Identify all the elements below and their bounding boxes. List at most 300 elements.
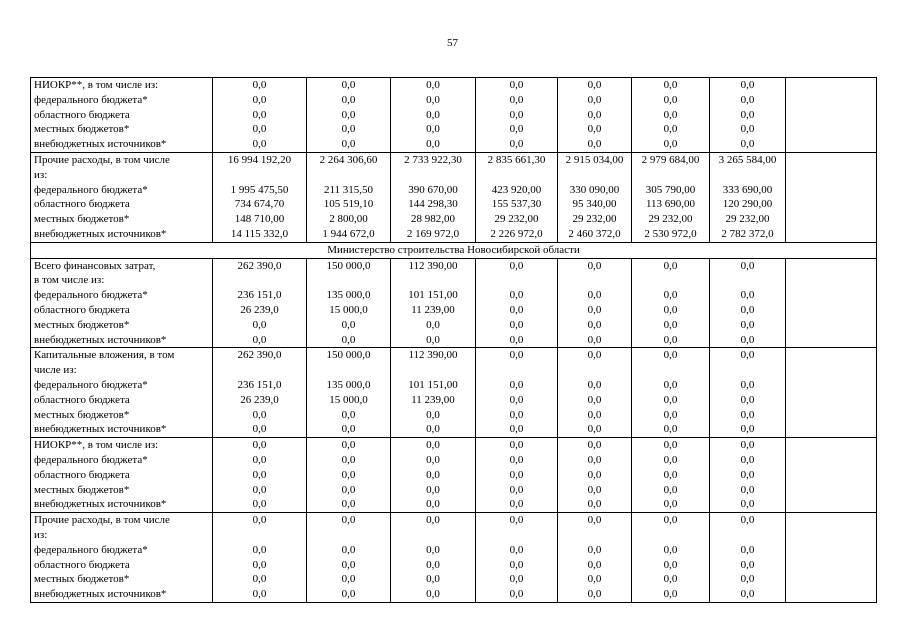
row-label: числе из: [31,363,213,378]
value-cell: 0,0 [307,408,391,423]
value-cell: 0,0 [558,348,632,363]
value-cell: 0,0 [213,122,307,137]
value-cell [213,273,307,288]
table-row [31,108,877,123]
value-cell: 2 264 306,60 [307,152,391,167]
value-cell: 112 390,00 [391,258,476,273]
value-cell: 112 390,00 [391,348,476,363]
value-cell: 0,0 [710,393,786,408]
value-cell: 3 265 584,00 [710,152,786,167]
value-cell: 0,0 [391,78,476,93]
empty-cell [786,497,877,512]
value-cell: 0,0 [710,288,786,303]
value-cell [632,168,710,183]
value-cell: 0,0 [632,408,710,423]
value-cell [391,168,476,183]
empty-cell [786,543,877,558]
empty-cell [786,258,877,273]
table-row [31,468,877,483]
value-cell: 0,0 [476,543,558,558]
value-cell: 0,0 [476,378,558,393]
value-cell: 330 090,00 [558,183,632,198]
value-cell: 236 151,0 [213,378,307,393]
row-label: местных бюджетов* [31,212,213,227]
value-cell: 0,0 [558,258,632,273]
table-row [31,438,877,453]
value-cell: 0,0 [632,558,710,573]
row-label: внебюджетных источников* [31,137,213,152]
table-row [31,258,877,273]
value-cell: 2 169 972,0 [391,227,476,242]
value-cell [391,363,476,378]
value-cell: 0,0 [558,78,632,93]
value-cell: 0,0 [558,558,632,573]
value-cell: 105 519,10 [307,197,391,212]
value-cell: 0,0 [710,587,786,602]
empty-cell [786,227,877,242]
value-cell: 0,0 [558,483,632,498]
value-cell: 0,0 [391,438,476,453]
value-cell: 2 915 034,00 [558,152,632,167]
value-cell: 0,0 [558,572,632,587]
value-cell: 155 537,30 [476,197,558,212]
value-cell: 0,0 [632,78,710,93]
value-cell: 423 920,00 [476,183,558,198]
empty-cell [786,168,877,183]
value-cell: 135 000,0 [307,378,391,393]
value-cell: 0,0 [632,258,710,273]
value-cell: 0,0 [307,587,391,602]
value-cell: 0,0 [558,408,632,423]
table-row [31,408,877,423]
value-cell: 0,0 [213,543,307,558]
table-row [31,273,877,288]
empty-cell [786,483,877,498]
row-label: внебюджетных источников* [31,497,213,512]
value-cell: 0,0 [213,587,307,602]
page-number: 57 [447,37,458,49]
value-cell: 0,0 [307,78,391,93]
value-cell: 0,0 [213,483,307,498]
row-label: федерального бюджета* [31,288,213,303]
empty-cell [786,197,877,212]
value-cell: 0,0 [710,572,786,587]
value-cell: 2 530 972,0 [632,227,710,242]
empty-cell [786,318,877,333]
value-cell: 0,0 [307,438,391,453]
value-cell: 0,0 [710,318,786,333]
value-cell: 0,0 [476,587,558,602]
value-cell [632,528,710,543]
table-row [31,543,877,558]
empty-cell [786,108,877,123]
value-cell [558,168,632,183]
value-cell: 0,0 [558,468,632,483]
section-title: Министерство строительства Новосибирской области [31,242,877,258]
value-cell: 0,0 [476,438,558,453]
table-body [31,78,877,603]
value-cell: 0,0 [632,483,710,498]
value-cell: 0,0 [307,122,391,137]
empty-cell [786,363,877,378]
value-cell: 0,0 [213,558,307,573]
row-label: федерального бюджета* [31,378,213,393]
value-cell: 0,0 [632,108,710,123]
value-cell: 101 151,00 [391,378,476,393]
value-cell: 0,0 [213,572,307,587]
row-label: в том числе из: [31,273,213,288]
empty-cell [786,408,877,423]
value-cell: 0,0 [476,122,558,137]
value-cell: 0,0 [632,303,710,318]
value-cell: 0,0 [476,333,558,348]
value-cell: 0,0 [307,468,391,483]
row-label: федерального бюджета* [31,543,213,558]
value-cell: 0,0 [632,438,710,453]
value-cell: 0,0 [476,108,558,123]
value-cell: 0,0 [558,497,632,512]
value-cell: 0,0 [558,543,632,558]
value-cell: 0,0 [710,78,786,93]
row-label: из: [31,168,213,183]
value-cell: 0,0 [391,137,476,152]
value-cell: 0,0 [710,303,786,318]
value-cell: 0,0 [391,122,476,137]
value-cell [476,168,558,183]
empty-cell [786,288,877,303]
value-cell: 0,0 [391,513,476,528]
value-cell: 0,0 [710,408,786,423]
value-cell: 0,0 [558,587,632,602]
table-row [31,587,877,602]
value-cell: 0,0 [710,108,786,123]
empty-cell [786,587,877,602]
value-cell: 734 674,70 [213,197,307,212]
value-cell: 0,0 [710,378,786,393]
value-cell: 1 995 475,50 [213,183,307,198]
value-cell: 0,0 [710,137,786,152]
row-label: НИОКР**, в том числе из: [31,78,213,93]
empty-cell [786,558,877,573]
value-cell: 0,0 [710,258,786,273]
value-cell: 0,0 [213,408,307,423]
value-cell: 0,0 [391,333,476,348]
table-row [31,93,877,108]
value-cell: 0,0 [391,558,476,573]
value-cell: 0,0 [307,543,391,558]
value-cell: 0,0 [710,333,786,348]
value-cell: 101 151,00 [391,288,476,303]
value-cell: 0,0 [391,93,476,108]
empty-cell [786,183,877,198]
value-cell: 0,0 [391,497,476,512]
value-cell: 0,0 [632,453,710,468]
empty-cell [786,273,877,288]
value-cell: 0,0 [476,303,558,318]
value-cell: 120 290,00 [710,197,786,212]
value-cell: 0,0 [213,93,307,108]
value-cell [710,168,786,183]
value-cell: 0,0 [307,93,391,108]
value-cell: 29 232,00 [632,212,710,227]
value-cell: 144 298,30 [391,197,476,212]
value-cell: 262 390,0 [213,258,307,273]
empty-cell [786,93,877,108]
table-row [31,197,877,212]
table-row [31,318,877,333]
value-cell: 0,0 [307,558,391,573]
value-cell: 0,0 [307,422,391,437]
table-row [31,183,877,198]
value-cell [391,528,476,543]
value-cell: 390 670,00 [391,183,476,198]
value-cell: 2 979 684,00 [632,152,710,167]
empty-cell [786,137,877,152]
table-row [31,528,877,543]
value-cell: 0,0 [632,137,710,152]
value-cell: 29 232,00 [710,212,786,227]
row-label: Всего финансовых затрат, [31,258,213,273]
value-cell: 0,0 [391,543,476,558]
value-cell: 0,0 [558,438,632,453]
table-row [31,333,877,348]
value-cell: 0,0 [391,572,476,587]
value-cell: 11 239,00 [391,303,476,318]
value-cell: 0,0 [632,422,710,437]
value-cell: 0,0 [391,108,476,123]
table-row [31,78,877,93]
value-cell: 0,0 [213,497,307,512]
value-cell: 150 000,0 [307,348,391,363]
table-row [31,137,877,152]
row-label: федерального бюджета* [31,453,213,468]
value-cell: 15 000,0 [307,303,391,318]
value-cell: 0,0 [632,318,710,333]
value-cell: 0,0 [632,333,710,348]
table-row [31,168,877,183]
value-cell: 0,0 [710,483,786,498]
value-cell: 2 835 661,30 [476,152,558,167]
value-cell: 2 226 972,0 [476,227,558,242]
value-cell: 0,0 [558,422,632,437]
value-cell: 0,0 [710,513,786,528]
value-cell: 0,0 [558,378,632,393]
row-label: внебюджетных источников* [31,587,213,602]
value-cell: 0,0 [558,513,632,528]
value-cell: 2 782 372,0 [710,227,786,242]
value-cell: 0,0 [632,122,710,137]
value-cell: 0,0 [391,453,476,468]
table-row [31,453,877,468]
value-cell: 26 239,0 [213,303,307,318]
value-cell: 0,0 [558,137,632,152]
empty-cell [786,468,877,483]
empty-cell [786,303,877,318]
value-cell: 0,0 [476,93,558,108]
value-cell: 28 982,00 [391,212,476,227]
value-cell: 0,0 [710,348,786,363]
value-cell [213,363,307,378]
value-cell: 0,0 [476,78,558,93]
value-cell: 0,0 [307,137,391,152]
value-cell: 0,0 [307,453,391,468]
value-cell: 29 232,00 [476,212,558,227]
value-cell: 0,0 [476,513,558,528]
value-cell [307,528,391,543]
value-cell: 0,0 [307,513,391,528]
table-row [31,513,877,528]
row-label: местных бюджетов* [31,122,213,137]
value-cell: 0,0 [213,78,307,93]
table-row [31,497,877,512]
value-cell [558,273,632,288]
row-label: внебюджетных источников* [31,422,213,437]
value-cell: 0,0 [710,93,786,108]
value-cell: 1 944 672,0 [307,227,391,242]
value-cell: 148 710,00 [213,212,307,227]
value-cell: 0,0 [476,318,558,333]
value-cell: 14 115 332,0 [213,227,307,242]
value-cell [632,273,710,288]
value-cell: 0,0 [632,378,710,393]
row-label: местных бюджетов* [31,318,213,333]
table-row [31,348,877,363]
empty-cell [786,378,877,393]
value-cell: 0,0 [476,258,558,273]
value-cell: 0,0 [632,587,710,602]
value-cell: 0,0 [558,288,632,303]
value-cell: 0,0 [476,288,558,303]
value-cell: 0,0 [476,468,558,483]
value-cell [307,363,391,378]
row-label: областного бюджета [31,468,213,483]
value-cell: 0,0 [213,318,307,333]
value-cell: 0,0 [476,572,558,587]
value-cell [213,168,307,183]
value-cell [307,168,391,183]
value-cell: 0,0 [307,483,391,498]
value-cell: 0,0 [213,333,307,348]
value-cell: 211 315,50 [307,183,391,198]
value-cell: 0,0 [558,93,632,108]
value-cell: 0,0 [476,497,558,512]
value-cell: 2 800,00 [307,212,391,227]
row-label: местных бюджетов* [31,483,213,498]
table-row [31,422,877,437]
row-label: Прочие расходы, в том числе [31,152,213,167]
row-label: федерального бюджета* [31,93,213,108]
value-cell: 0,0 [476,393,558,408]
value-cell [476,273,558,288]
table-row [31,558,877,573]
value-cell: 16 994 192,20 [213,152,307,167]
value-cell: 0,0 [632,348,710,363]
row-label: областного бюджета [31,558,213,573]
value-cell [213,528,307,543]
value-cell [558,363,632,378]
table-row [31,378,877,393]
value-cell [632,363,710,378]
value-cell [476,363,558,378]
value-cell: 11 239,00 [391,393,476,408]
value-cell: 0,0 [632,497,710,512]
value-cell: 0,0 [476,422,558,437]
value-cell: 0,0 [710,468,786,483]
value-cell: 0,0 [632,543,710,558]
row-label: Капитальные вложения, в том [31,348,213,363]
value-cell: 150 000,0 [307,258,391,273]
row-label: федерального бюджета* [31,183,213,198]
table-row [31,393,877,408]
value-cell: 0,0 [391,422,476,437]
value-cell: 0,0 [632,513,710,528]
row-label: из: [31,528,213,543]
table-row [31,152,877,167]
empty-cell [786,528,877,543]
value-cell [710,273,786,288]
value-cell: 0,0 [710,438,786,453]
row-label: областного бюджета [31,393,213,408]
empty-cell [786,152,877,167]
row-label: местных бюджетов* [31,408,213,423]
value-cell: 262 390,0 [213,348,307,363]
value-cell [710,363,786,378]
value-cell: 2 460 372,0 [558,227,632,242]
value-cell: 0,0 [307,318,391,333]
empty-cell [786,348,877,363]
value-cell: 0,0 [213,422,307,437]
value-cell: 0,0 [710,543,786,558]
value-cell: 0,0 [391,468,476,483]
empty-cell [786,212,877,227]
value-cell: 0,0 [476,558,558,573]
value-cell: 0,0 [710,422,786,437]
value-cell: 113 690,00 [632,197,710,212]
value-cell: 15 000,0 [307,393,391,408]
value-cell: 0,0 [391,483,476,498]
value-cell: 0,0 [632,468,710,483]
row-label: внебюджетных источников* [31,227,213,242]
value-cell: 135 000,0 [307,288,391,303]
value-cell: 0,0 [710,497,786,512]
value-cell: 0,0 [558,318,632,333]
value-cell: 0,0 [213,137,307,152]
value-cell: 0,0 [558,453,632,468]
value-cell: 0,0 [307,108,391,123]
value-cell: 26 239,0 [213,393,307,408]
empty-cell [786,422,877,437]
empty-cell [786,333,877,348]
value-cell: 0,0 [558,393,632,408]
value-cell [558,528,632,543]
table-row [31,288,877,303]
table-row [31,212,877,227]
value-cell: 0,0 [213,108,307,123]
value-cell: 0,0 [476,408,558,423]
table-row [31,227,877,242]
table-row [31,483,877,498]
value-cell: 0,0 [213,453,307,468]
value-cell: 305 790,00 [632,183,710,198]
value-cell: 0,0 [632,572,710,587]
value-cell: 2 733 922,30 [391,152,476,167]
value-cell [476,528,558,543]
row-label: местных бюджетов* [31,572,213,587]
value-cell: 95 340,00 [558,197,632,212]
value-cell: 0,0 [391,318,476,333]
value-cell: 0,0 [213,468,307,483]
value-cell [391,273,476,288]
